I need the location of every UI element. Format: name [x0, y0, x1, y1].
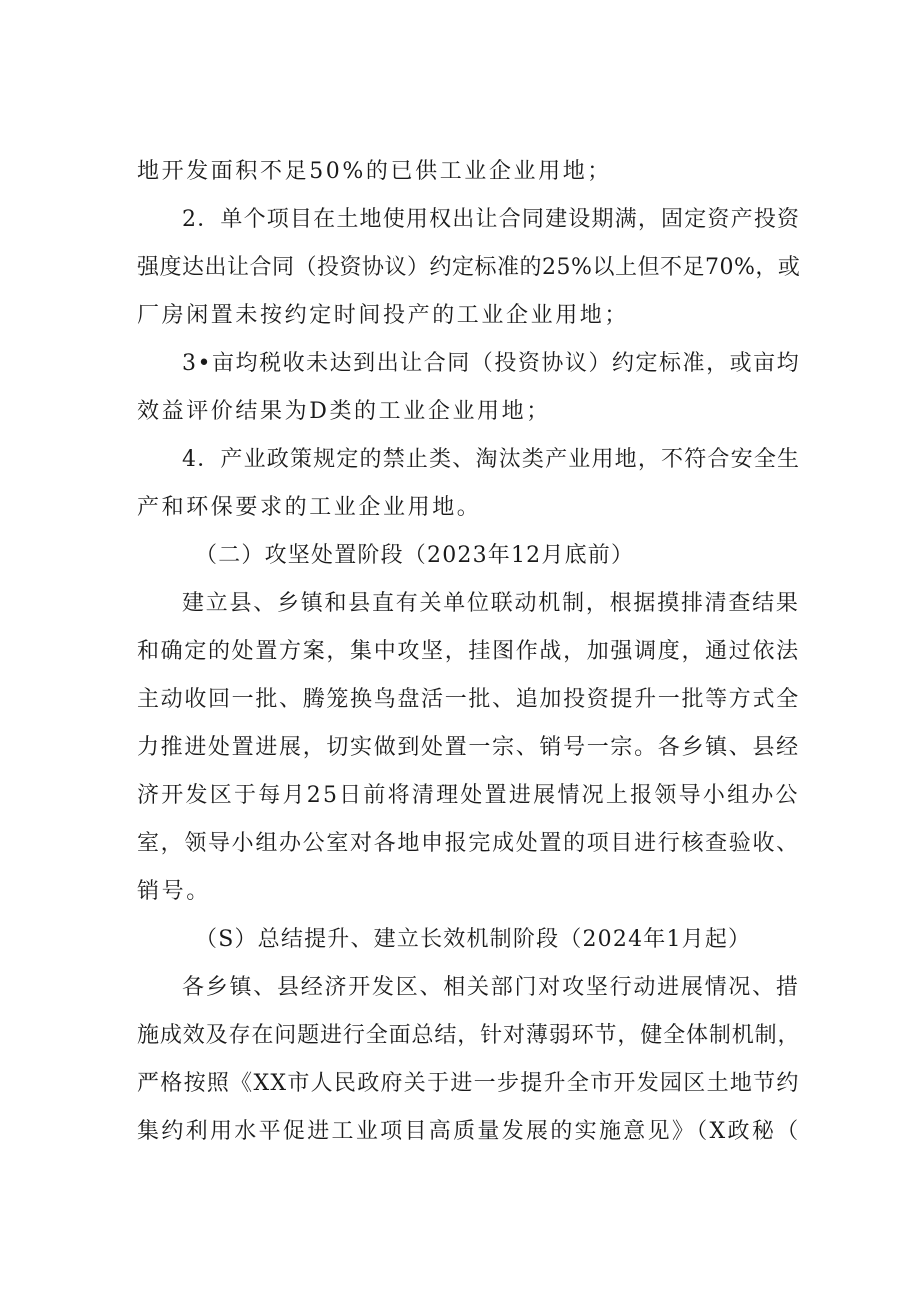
text-line: 地开发面积不足50%的已供工业企业用地；	[137, 159, 612, 184]
text-line: 主动收回一批、腾笼换鸟盘活一批、追加投资提升一批等方式全	[137, 687, 800, 712]
text-line: 施成效及存在问题进行全面总结，针对薄弱环节，健全体制机制，	[137, 1023, 801, 1048]
text-line: 室，领导小组办公室对各地申报完成处置的项目进行核查验收、	[137, 831, 800, 856]
text-line: 效益评价结果为D类的工业企业用地；	[137, 399, 551, 424]
text-line: 厂房闲置未按约定时间投产的工业企业用地；	[137, 303, 630, 328]
section-heading: （S）总结提升、建立长效机制阶段（2024年1月起）	[195, 927, 752, 952]
text-line: 销号。	[137, 879, 211, 904]
text-line: 2．单个项目在土地使用权出让合同建设期满，固定资产投资	[182, 207, 801, 232]
text-line: 3•亩均税收未达到出让合同（投资协议）约定标准，或亩均	[182, 351, 801, 376]
text-line: 各乡镇、县经济开发区、相关部门对攻坚行动进展情况、措	[182, 975, 800, 1000]
text-line: 力推进处置进展，切实做到处置一宗、销号一宗。各乡镇、县经	[137, 735, 800, 760]
text-line: 产和环保要求的工业企业用地。	[137, 495, 482, 520]
text-line: 集约利用水平促进工业项目高质量发展的实施意见》（X政秘（	[137, 1119, 801, 1144]
text-line: 和确定的处置方案，集中攻坚，挂图作战，加强调度，通过依法	[137, 639, 800, 664]
text-line: 强度达出让合同（投资协议）约定标准的25%以上但不足70%，或	[137, 255, 801, 280]
text-line: 严格按照《XX市人民政府关于进一步提升全市开发园区土地节约	[137, 1071, 800, 1096]
text-line: 4．产业政策规定的禁止类、淘汰类产业用地，不符合安全生	[182, 447, 801, 472]
section-heading: （二）攻坚处置阶段（2023年12月底前）	[195, 543, 635, 568]
text-line: 建立县、乡镇和县直有关单位联动机制，根据摸排清查结果	[182, 591, 800, 616]
text-line: 济开发区于每月25日前将清理处置进展情况上报领导小组办公	[137, 783, 800, 808]
